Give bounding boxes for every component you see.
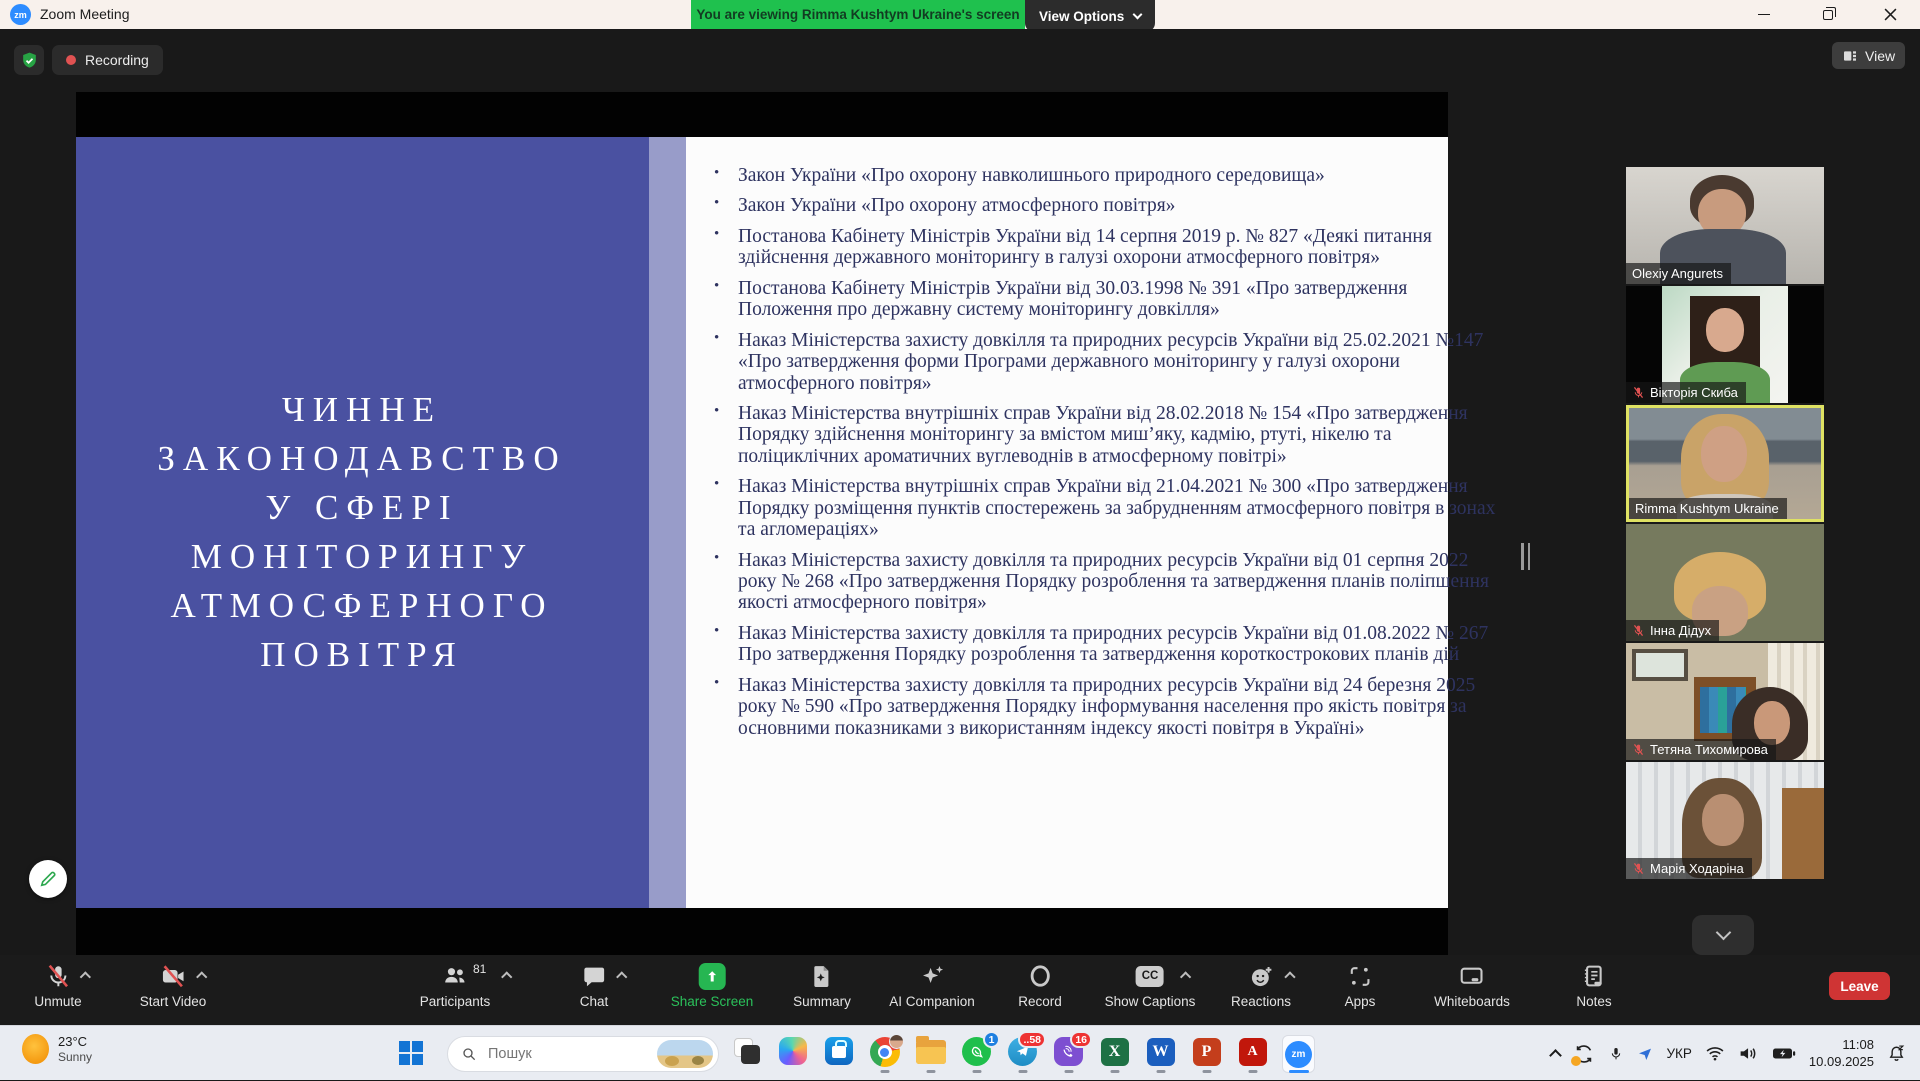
sun-icon xyxy=(22,1034,49,1064)
view-options-label: View Options xyxy=(1039,8,1125,24)
view-button-label: View xyxy=(1865,47,1896,64)
whiteboard-icon xyxy=(1458,964,1485,989)
minimize-icon xyxy=(1758,14,1770,15)
unmute-label: Unmute xyxy=(34,994,82,1009)
mic-muted-icon xyxy=(45,963,71,989)
view-options-button[interactable] xyxy=(1025,0,1155,32)
search-icon xyxy=(461,1046,477,1062)
unmute-button[interactable] xyxy=(34,961,81,1009)
chevron-up-icon[interactable] xyxy=(196,971,207,982)
slide-bullet: • Наказ Міністерства внутрішніх справ України від 21.04.2021 № 300 «Про затвердження Порядку розміщення пунктів спостережень за забрудненням атмосферного повітря в зонах та агломераціях» xyxy=(712,476,1498,540)
slide-bullet: • Постанова Кабінету Міністрів України від 30.03.1998 № 391 «Про затвердження Положення про державну систему моніторингу довкілля» xyxy=(712,278,1498,321)
search-input[interactable] xyxy=(486,1045,648,1063)
file-explorer-button[interactable] xyxy=(914,1035,947,1073)
summary-button[interactable] xyxy=(793,961,851,1009)
viewing-screen-banner: You are viewing Rimma Kushtym Ukraine's screen xyxy=(691,0,1025,29)
pencil-icon xyxy=(38,869,58,889)
system-tray xyxy=(1551,1026,1906,1081)
participants-strip xyxy=(1626,167,1824,881)
participant-name: Rimma Kushtym Ukraine xyxy=(1635,501,1779,516)
location-in-use-icon[interactable] xyxy=(1637,1046,1653,1062)
chat-button[interactable] xyxy=(580,961,609,1009)
shield-check-icon xyxy=(20,51,39,70)
whatsapp-badge: 1 xyxy=(983,1031,1000,1048)
participant-name: Вікторія Скиба xyxy=(1650,385,1738,400)
participant-name-chip xyxy=(1626,858,1752,879)
running-indicator xyxy=(972,1070,981,1073)
apps-button[interactable] xyxy=(1345,961,1376,1009)
running-indicator xyxy=(1202,1070,1211,1073)
start-video-label: Start Video xyxy=(139,994,207,1009)
slide-bullet: • Наказ Міністерства захисту довкілля та природних ресурсів України від 25.02.2021 №147 «Про затвердження форми Програми державного моніторингу у галузі охорони атмосферного повітря» xyxy=(712,330,1498,394)
running-indicator xyxy=(1064,1070,1073,1073)
mic-muted-icon xyxy=(1632,862,1645,875)
running-indicator xyxy=(1156,1070,1165,1073)
reactions-smiley-icon xyxy=(1247,963,1274,990)
acrobat-icon: A xyxy=(1239,1038,1267,1066)
whiteboards-button[interactable] xyxy=(1434,961,1510,1009)
record-label: Record xyxy=(1018,994,1062,1009)
record-button[interactable] xyxy=(1018,961,1062,1009)
close-icon xyxy=(1884,8,1897,21)
meeting-area xyxy=(0,29,1920,955)
participant-name-chip xyxy=(1626,620,1719,641)
slide-bullet: • Закон України «Про охорону атмосферного повітря» xyxy=(712,195,1498,216)
powerpoint-button[interactable] xyxy=(1190,1035,1223,1073)
minimize-button[interactable] xyxy=(1742,0,1786,29)
running-indicator xyxy=(1018,1070,1027,1073)
reactions-button[interactable] xyxy=(1231,961,1291,1009)
participant-name: Olexiy Angurets xyxy=(1632,266,1724,281)
start-video-button[interactable] xyxy=(140,961,207,1009)
weather-temp: 23°C xyxy=(58,1034,88,1049)
summary-label: Summary xyxy=(793,994,851,1009)
volume-icon[interactable] xyxy=(1738,1045,1759,1062)
start-button[interactable] xyxy=(399,1041,424,1066)
slide-bullet-list xyxy=(712,165,1498,748)
participant-name: Тетяна Тихомирова xyxy=(1650,742,1768,757)
notes-label: Notes xyxy=(1576,994,1612,1009)
participants-icon xyxy=(441,963,469,989)
zoom-taskbar-button[interactable] xyxy=(1282,1035,1315,1073)
leave-button[interactable]: Leave xyxy=(1829,972,1890,1000)
task-view-button[interactable] xyxy=(730,1035,763,1073)
store-icon xyxy=(825,1037,853,1065)
restore-icon xyxy=(1823,10,1833,20)
camera-muted-icon xyxy=(159,963,186,989)
chrome-button[interactable] xyxy=(868,1035,901,1073)
view-layout-button[interactable] xyxy=(1832,42,1905,69)
zoom-icon: zm xyxy=(1285,1041,1312,1068)
chevron-up-icon[interactable] xyxy=(616,971,627,982)
taskbar-apps xyxy=(730,1035,1315,1073)
zoom-active-tile xyxy=(1282,1035,1315,1073)
running-indicator xyxy=(1248,1070,1257,1073)
participant-name-chip xyxy=(1629,498,1787,519)
participant-name-chip xyxy=(1626,263,1731,284)
tray-time: 11:08 xyxy=(1842,1036,1874,1052)
summary-doc-icon xyxy=(809,963,834,989)
notes-button[interactable] xyxy=(1576,961,1611,1009)
zoom-toolbar xyxy=(0,955,1920,1025)
tray-date: 10.09.2025 xyxy=(1808,1053,1874,1069)
powerpoint-icon: P xyxy=(1193,1038,1221,1066)
slide-bullet: • Наказ Міністерства внутрішніх справ України від 28.02.2018 № 154 «Про затвердження Порядку здійснення моніторингу за вмістом миш’яку, кадмію, ртуті, нікелю та поліциклічних ароматичних вуглеводнів в атмосферному повітрі» xyxy=(712,403,1498,467)
video-tile-inna-didukh[interactable] xyxy=(1626,524,1824,641)
weather-widget[interactable] xyxy=(22,1034,92,1065)
ai-companion-label: AI Companion xyxy=(889,994,975,1009)
slide-bullet: • Наказ Міністерства захисту довкілля та природних ресурсів України від 24 березня 2025 року № 590 «Про затвердження Порядку інформування населення про якість повітря за основними показниками з використанням індексу якості повітря в Україні» xyxy=(712,675,1498,739)
chevron-down-icon xyxy=(1715,925,1731,941)
slide-bullet: • Наказ Міністерства захисту довкілля та природних ресурсів України від 01 серпня 2022 року № 268 «Про затвердження Порядку розроблення та затвердження планів поліпшення якості атмосферного повітря» xyxy=(712,550,1498,614)
video-tile-viktoria-skyba[interactable] xyxy=(1626,286,1824,403)
sync-status-icon[interactable] xyxy=(1573,1043,1595,1065)
close-button[interactable] xyxy=(1868,0,1912,29)
telegram-button[interactable] xyxy=(1006,1035,1039,1073)
weather-desc: Sunny xyxy=(58,1050,93,1065)
video-tile-maria-khodarina[interactable] xyxy=(1626,762,1824,879)
chat-bubble-icon xyxy=(582,964,607,989)
clock[interactable] xyxy=(1809,1037,1874,1071)
share-screen-label: Share Screen xyxy=(670,994,754,1009)
folder-icon xyxy=(916,1040,946,1064)
running-indicator xyxy=(1110,1070,1119,1073)
shared-screen-stage xyxy=(76,92,1496,955)
telegram-badge: ..58 xyxy=(1018,1031,1046,1048)
viber-badge: 16 xyxy=(1070,1031,1092,1048)
language-indicator[interactable]: УКР xyxy=(1666,1046,1692,1061)
ai-sparkle-icon xyxy=(919,963,945,989)
recording-dot-icon xyxy=(66,55,76,65)
chevron-up-icon[interactable] xyxy=(79,971,90,982)
word-icon: W xyxy=(1147,1038,1175,1066)
record-circle-icon xyxy=(1027,963,1053,989)
restore-button[interactable] xyxy=(1806,0,1850,29)
windows-taskbar xyxy=(0,1025,1920,1080)
window-title: Zoom Meeting xyxy=(40,6,130,22)
chrome-icon xyxy=(870,1037,900,1067)
chevron-down-icon xyxy=(1133,10,1143,20)
notification-bell-dnd-icon[interactable] xyxy=(1887,1044,1906,1064)
chevron-up-icon[interactable] xyxy=(501,971,512,982)
running-indicator xyxy=(926,1070,935,1073)
running-indicator-active xyxy=(1289,1070,1309,1073)
chevron-up-icon[interactable] xyxy=(1180,971,1191,982)
excel-icon: X xyxy=(1101,1038,1129,1066)
participants-label: Participants xyxy=(419,994,491,1009)
slide-accent-strip xyxy=(649,137,686,908)
share-screen-icon xyxy=(699,963,726,990)
chrome-profile-avatar xyxy=(889,1034,904,1049)
recording-indicator[interactable] xyxy=(52,45,163,75)
participant-name-chip xyxy=(1626,382,1746,403)
word-button[interactable] xyxy=(1144,1035,1177,1073)
acrobat-button[interactable] xyxy=(1236,1035,1269,1073)
chevron-up-icon[interactable] xyxy=(1284,971,1295,982)
video-tile-olexiy-angurets[interactable] xyxy=(1626,167,1824,284)
show-captions-button[interactable] xyxy=(1105,961,1196,1009)
ai-companion-button[interactable] xyxy=(889,961,975,1009)
presentation-slide xyxy=(76,137,1496,908)
microsoft-store-button[interactable] xyxy=(822,1035,855,1073)
viber-button[interactable] xyxy=(1052,1035,1085,1073)
taskbar-search[interactable] xyxy=(447,1036,719,1072)
mic-muted-icon xyxy=(1632,386,1645,399)
participant-name-chip xyxy=(1626,739,1776,760)
slide-title: ЧИННЕ ЗАКОНОДАВСТВО У СФЕРІ МОНІТОРИНГУ АТМОСФЕРНОГО ПОВІТРЯ xyxy=(157,390,567,674)
participant-name: Марія Ходаріна xyxy=(1650,861,1744,876)
video-tile-rimma-kushtym[interactable] xyxy=(1626,405,1824,522)
zoom-app-icon: zm xyxy=(10,4,31,25)
reactions-label: Reactions xyxy=(1230,994,1292,1009)
layout-grid-icon xyxy=(1842,48,1858,64)
captions-icon: CC xyxy=(1136,966,1164,987)
whatsapp-button[interactable] xyxy=(960,1035,993,1073)
apps-icon xyxy=(1348,964,1373,989)
task-view-icon xyxy=(734,1038,760,1064)
excel-button[interactable] xyxy=(1098,1035,1131,1073)
participants-count-badge: 81 xyxy=(472,962,487,976)
participant-name: Інна Дідух xyxy=(1650,623,1712,638)
video-tile-tetyana-tykhomyrova[interactable] xyxy=(1626,643,1824,760)
notes-icon xyxy=(1582,963,1607,989)
running-indicator xyxy=(880,1070,889,1073)
slide-bullet: • Наказ Міністерства захисту довкілля та природних ресурсів України від 01.08.2022 № 267 Про затвердження Порядку розроблення та затвердження короткострокових планів дій xyxy=(712,623,1498,666)
chat-label: Chat xyxy=(579,994,609,1009)
security-shield-button[interactable] xyxy=(14,45,44,75)
slide-bullet: • Закон України «Про охорону навколишнього природного середовища» xyxy=(712,165,1498,186)
apps-label: Apps xyxy=(1344,994,1376,1009)
whiteboards-label: Whiteboards xyxy=(1434,994,1510,1009)
share-screen-button[interactable] xyxy=(671,961,754,1009)
window-titlebar xyxy=(0,0,1920,29)
show-captions-label: Show Captions xyxy=(1104,994,1196,1009)
recording-label: Recording xyxy=(85,52,149,68)
wifi-icon[interactable] xyxy=(1705,1045,1725,1062)
sync-alert-dot xyxy=(1571,1056,1581,1066)
mic-muted-icon xyxy=(1632,743,1645,756)
mic-muted-icon xyxy=(1632,624,1645,637)
panel-resize-handle[interactable] xyxy=(1521,543,1530,570)
copilot-icon xyxy=(779,1037,807,1065)
mic-in-use-icon[interactable] xyxy=(1608,1045,1624,1063)
battery-charging-icon[interactable] xyxy=(1772,1046,1796,1061)
search-highlight-image[interactable] xyxy=(657,1040,713,1068)
annotate-button[interactable] xyxy=(29,860,67,898)
hidden-icons-chevron[interactable] xyxy=(1550,1049,1563,1062)
slide-bullet: • Постанова Кабінету Міністрів України від 14 серпня 2019 р. № 827 «Деякі питання здійснення державного моніторингу в галузі охорони атмосферного повітря» xyxy=(712,226,1498,269)
participants-button[interactable] xyxy=(420,961,491,1009)
scroll-participants-down-button[interactable] xyxy=(1692,915,1754,955)
copilot-button[interactable] xyxy=(776,1035,809,1073)
